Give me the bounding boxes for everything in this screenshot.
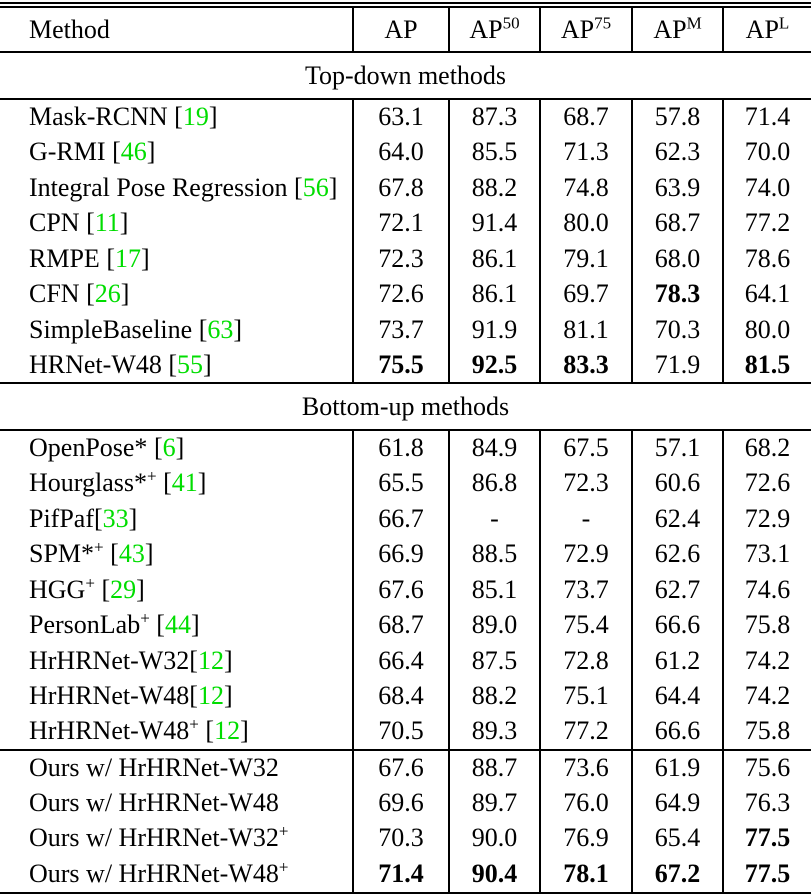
method-cell: OpenPose* [6] <box>29 433 185 463</box>
column-header-method: Method <box>29 14 110 44</box>
value-cell: 67.6 <box>353 750 449 786</box>
table-row <box>0 99 811 135</box>
value-cell: 75.8 <box>723 714 811 750</box>
table-row <box>0 430 811 466</box>
citation-number[interactable]: 43 <box>118 539 145 569</box>
method-superscript: + <box>278 821 289 841</box>
value-cell: 80.0 <box>723 312 811 348</box>
value-cell: 61.9 <box>632 750 723 786</box>
table-row <box>0 466 811 502</box>
value-cell: 91.9 <box>449 312 540 348</box>
value-cell: 74.6 <box>723 572 811 608</box>
value-cell: 74.0 <box>723 170 811 206</box>
citation-number[interactable]: 55 <box>177 349 204 379</box>
citation-number[interactable]: 26 <box>94 279 121 309</box>
value-cell: 70.5 <box>353 714 449 750</box>
value-cell: 62.3 <box>632 135 723 171</box>
method-cell: CPN [11] <box>29 208 129 238</box>
results-table <box>0 8 811 892</box>
value-cell: 68.0 <box>632 241 723 277</box>
value-cell: - <box>540 501 632 537</box>
value-cell: 89.3 <box>449 714 540 750</box>
citation-link[interactable]: [17] <box>106 243 150 273</box>
method-cell: HrHRNet-W48[12] <box>29 681 233 711</box>
table-row <box>0 821 811 857</box>
value-cell: 73.7 <box>540 572 632 608</box>
value-cell: 90.4 <box>449 856 540 892</box>
value-cell: 74.2 <box>723 679 811 715</box>
value-cell: 73.7 <box>353 312 449 348</box>
value-cell: 60.6 <box>632 466 723 502</box>
method-cell: HrHRNet-W32[12] <box>29 645 233 675</box>
citation-number[interactable]: 44 <box>164 610 191 640</box>
value-cell: 63.1 <box>353 99 449 135</box>
value-cell: 72.6 <box>723 466 811 502</box>
value-cell: 89.7 <box>449 785 540 821</box>
value-cell: 57.1 <box>632 430 723 466</box>
value-cell: 77.5 <box>723 821 811 857</box>
value-cell: 76.3 <box>723 785 811 821</box>
value-cell: 73.1 <box>723 537 811 573</box>
citation-number[interactable]: 12 <box>197 645 224 675</box>
method-cell: Mask-RCNN [19] <box>29 102 218 132</box>
value-cell: 67.5 <box>540 430 632 466</box>
value-cell: - <box>449 501 540 537</box>
citation-number[interactable]: 41 <box>171 468 198 498</box>
value-cell: 61.2 <box>632 643 723 679</box>
value-cell: 62.6 <box>632 537 723 573</box>
value-cell: 73.6 <box>540 750 632 786</box>
method-cell: G-RMI [46] <box>29 137 156 167</box>
citation-number[interactable]: 17 <box>114 243 141 273</box>
metric-superscript: M <box>686 12 702 32</box>
citation-number[interactable]: 29 <box>110 574 137 604</box>
method-superscript: + <box>140 608 150 628</box>
value-cell: 72.3 <box>540 466 632 502</box>
citation-link[interactable]: [12] <box>189 681 233 711</box>
value-cell: 65.5 <box>353 466 449 502</box>
table-row <box>0 643 811 679</box>
table-row <box>0 241 811 277</box>
table-row <box>0 312 811 348</box>
value-cell: 68.7 <box>540 99 632 135</box>
value-cell: 69.7 <box>540 277 632 313</box>
value-cell: 78.1 <box>540 856 632 892</box>
method-cell: Hourglass*+ [41] <box>29 466 207 498</box>
value-cell: 77.5 <box>723 856 811 892</box>
table-row <box>0 135 811 171</box>
method-cell: Ours w/ HrHRNet-W32+ <box>29 821 289 853</box>
method-superscript: + <box>94 537 104 557</box>
section-header-row <box>0 52 811 99</box>
citation-link[interactable]: [43] <box>110 539 154 569</box>
table-row <box>0 785 811 821</box>
citation-link[interactable]: [6] <box>153 433 185 463</box>
value-cell: 74.8 <box>540 170 632 206</box>
citation-number[interactable]: 46 <box>120 137 147 167</box>
value-cell: 78.3 <box>632 277 723 313</box>
value-cell: 75.4 <box>540 608 632 644</box>
value-cell: 86.1 <box>449 241 540 277</box>
value-cell: 64.9 <box>632 785 723 821</box>
method-superscript: + <box>278 857 289 877</box>
table-row <box>0 277 811 313</box>
value-cell: 87.3 <box>449 99 540 135</box>
citation-link[interactable]: [12] <box>205 716 249 746</box>
section-title: Bottom-up methods <box>0 383 811 430</box>
table-row <box>0 501 811 537</box>
value-cell: 76.9 <box>540 821 632 857</box>
value-cell: 84.9 <box>449 430 540 466</box>
value-cell: 81.5 <box>723 348 811 384</box>
value-cell: 80.0 <box>540 206 632 242</box>
citation-number[interactable]: 63 <box>207 314 234 344</box>
value-cell: 66.6 <box>632 608 723 644</box>
value-cell: 71.3 <box>540 135 632 171</box>
value-cell: 67.2 <box>632 856 723 892</box>
value-cell: 61.8 <box>353 430 449 466</box>
column-header-ap50: AP$^{50}$ <box>449 8 540 52</box>
value-cell: 87.5 <box>449 643 540 679</box>
citation-link[interactable]: [44] <box>156 610 200 640</box>
value-cell: 62.7 <box>632 572 723 608</box>
value-cell: 70.3 <box>632 312 723 348</box>
value-cell: 71.4 <box>353 856 449 892</box>
citation-link[interactable]: [19] <box>174 102 218 132</box>
table-row <box>0 714 811 750</box>
citation-link[interactable]: [56] <box>294 172 338 202</box>
value-cell: 78.6 <box>723 241 811 277</box>
method-cell: Integral Pose Regression [56] <box>29 172 338 202</box>
citation-link[interactable]: [12] <box>189 645 233 675</box>
citation-link[interactable]: [55] <box>168 349 212 379</box>
method-superscript: + <box>146 466 157 486</box>
column-header-apm: $AP^M$ <box>632 8 723 52</box>
metric-superscript: L <box>778 12 790 32</box>
method-cell: CFN [26] <box>29 279 130 309</box>
value-cell: 86.8 <box>449 466 540 502</box>
table-bottom-rule <box>0 892 811 895</box>
table-row <box>0 170 811 206</box>
value-cell: 64.4 <box>632 679 723 715</box>
value-cell: 69.6 <box>353 785 449 821</box>
citation-number[interactable]: 19 <box>182 102 209 132</box>
method-cell: RMPE [17] <box>29 243 150 273</box>
value-cell: 72.9 <box>540 537 632 573</box>
value-cell: 66.7 <box>353 501 449 537</box>
citation-number[interactable]: 56 <box>302 172 329 202</box>
method-cell: HRNet-W48 [55] <box>29 349 212 379</box>
value-cell: 75.5 <box>353 348 449 384</box>
citation-link[interactable]: [41] <box>163 468 207 498</box>
value-cell: 92.5 <box>449 348 540 384</box>
citation-number[interactable]: 12 <box>214 716 241 746</box>
method-superscript: + <box>85 573 95 593</box>
value-cell: 62.4 <box>632 501 723 537</box>
citation-number[interactable]: 11 <box>94 208 120 238</box>
value-cell: 70.3 <box>353 821 449 857</box>
metric-superscript: 50 <box>502 12 520 32</box>
citation-link[interactable]: [33] <box>94 503 138 533</box>
method-cell: Ours w/ HrHRNet-W32 <box>0 750 353 786</box>
value-cell: 72.9 <box>723 501 811 537</box>
column-header-ap: AP <box>353 8 449 52</box>
citation-link[interactable]: [11] <box>86 208 129 238</box>
value-cell: 71.9 <box>632 348 723 384</box>
value-cell: 70.0 <box>723 135 811 171</box>
value-cell: 91.4 <box>449 206 540 242</box>
value-cell: 79.1 <box>540 241 632 277</box>
method-cell: SimpleBaseline [63] <box>29 314 243 344</box>
value-cell: 72.6 <box>353 277 449 313</box>
value-cell: 89.0 <box>449 608 540 644</box>
method-cell: SPM*+ [43] <box>29 537 154 569</box>
method-cell: HGG+ [29] <box>29 573 145 604</box>
table-row <box>0 608 811 644</box>
column-header-ap75: AP$^{75}$ <box>540 8 632 52</box>
table-row <box>0 537 811 573</box>
section-title: Top-down methods <box>0 52 811 99</box>
value-cell: 68.2 <box>723 430 811 466</box>
value-cell: 88.2 <box>449 679 540 715</box>
value-cell: 75.8 <box>723 608 811 644</box>
value-cell: 85.1 <box>449 572 540 608</box>
column-header-apl: $AP^L$ <box>723 8 811 52</box>
value-cell: 66.9 <box>353 537 449 573</box>
table-row <box>0 348 811 384</box>
citation-number[interactable]: 33 <box>102 503 129 533</box>
table-row <box>0 750 811 786</box>
table-row <box>0 679 811 715</box>
method-superscript: + <box>189 714 199 734</box>
value-cell: 88.2 <box>449 170 540 206</box>
value-cell: 90.0 <box>449 821 540 857</box>
value-cell: 68.7 <box>353 608 449 644</box>
metric-superscript: 75 <box>594 12 612 32</box>
value-cell: 88.5 <box>449 537 540 573</box>
value-cell: 71.4 <box>723 99 811 135</box>
value-cell: 83.3 <box>540 348 632 384</box>
value-cell: 67.6 <box>353 572 449 608</box>
table-header-row <box>0 8 811 52</box>
value-cell: 74.2 <box>723 643 811 679</box>
value-cell: 85.5 <box>449 135 540 171</box>
citation-link[interactable]: [63] <box>198 314 243 344</box>
value-cell: 67.8 <box>353 170 449 206</box>
method-cell: HrHRNet-W48+ [12] <box>29 714 249 746</box>
value-cell: 57.8 <box>632 99 723 135</box>
citation-link[interactable]: [46] <box>112 137 156 167</box>
value-cell: 65.4 <box>632 821 723 857</box>
citation-link[interactable]: [26] <box>86 279 130 309</box>
value-cell: 75.1 <box>540 679 632 715</box>
value-cell: 64.0 <box>353 135 449 171</box>
table-row <box>0 572 811 608</box>
section-header-row <box>0 383 811 430</box>
value-cell: 86.1 <box>449 277 540 313</box>
value-cell: 63.9 <box>632 170 723 206</box>
citation-link[interactable]: [29] <box>101 574 145 604</box>
value-cell: 75.6 <box>723 750 811 786</box>
method-cell: Ours w/ HrHRNet-W48+ <box>29 857 289 888</box>
value-cell: 81.1 <box>540 312 632 348</box>
value-cell: 76.0 <box>540 785 632 821</box>
value-cell: 66.4 <box>353 643 449 679</box>
value-cell: 72.8 <box>540 643 632 679</box>
value-cell: 64.1 <box>723 277 811 313</box>
value-cell: 68.4 <box>353 679 449 715</box>
value-cell: 88.7 <box>449 750 540 786</box>
value-cell: 77.2 <box>723 206 811 242</box>
table-row <box>0 856 811 892</box>
method-cell: PifPaf[33] <box>29 503 138 533</box>
value-cell: 66.6 <box>632 714 723 750</box>
value-cell: 72.3 <box>353 241 449 277</box>
citation-number[interactable]: 6 <box>162 433 176 463</box>
value-cell: 77.2 <box>540 714 632 750</box>
value-cell: 72.1 <box>353 206 449 242</box>
method-cell: Ours w/ HrHRNet-W48 <box>29 787 279 817</box>
value-cell: 68.7 <box>632 206 723 242</box>
method-cell: PersonLab+ [44] <box>29 608 200 640</box>
citation-number[interactable]: 12 <box>197 681 224 711</box>
table-row <box>0 206 811 242</box>
